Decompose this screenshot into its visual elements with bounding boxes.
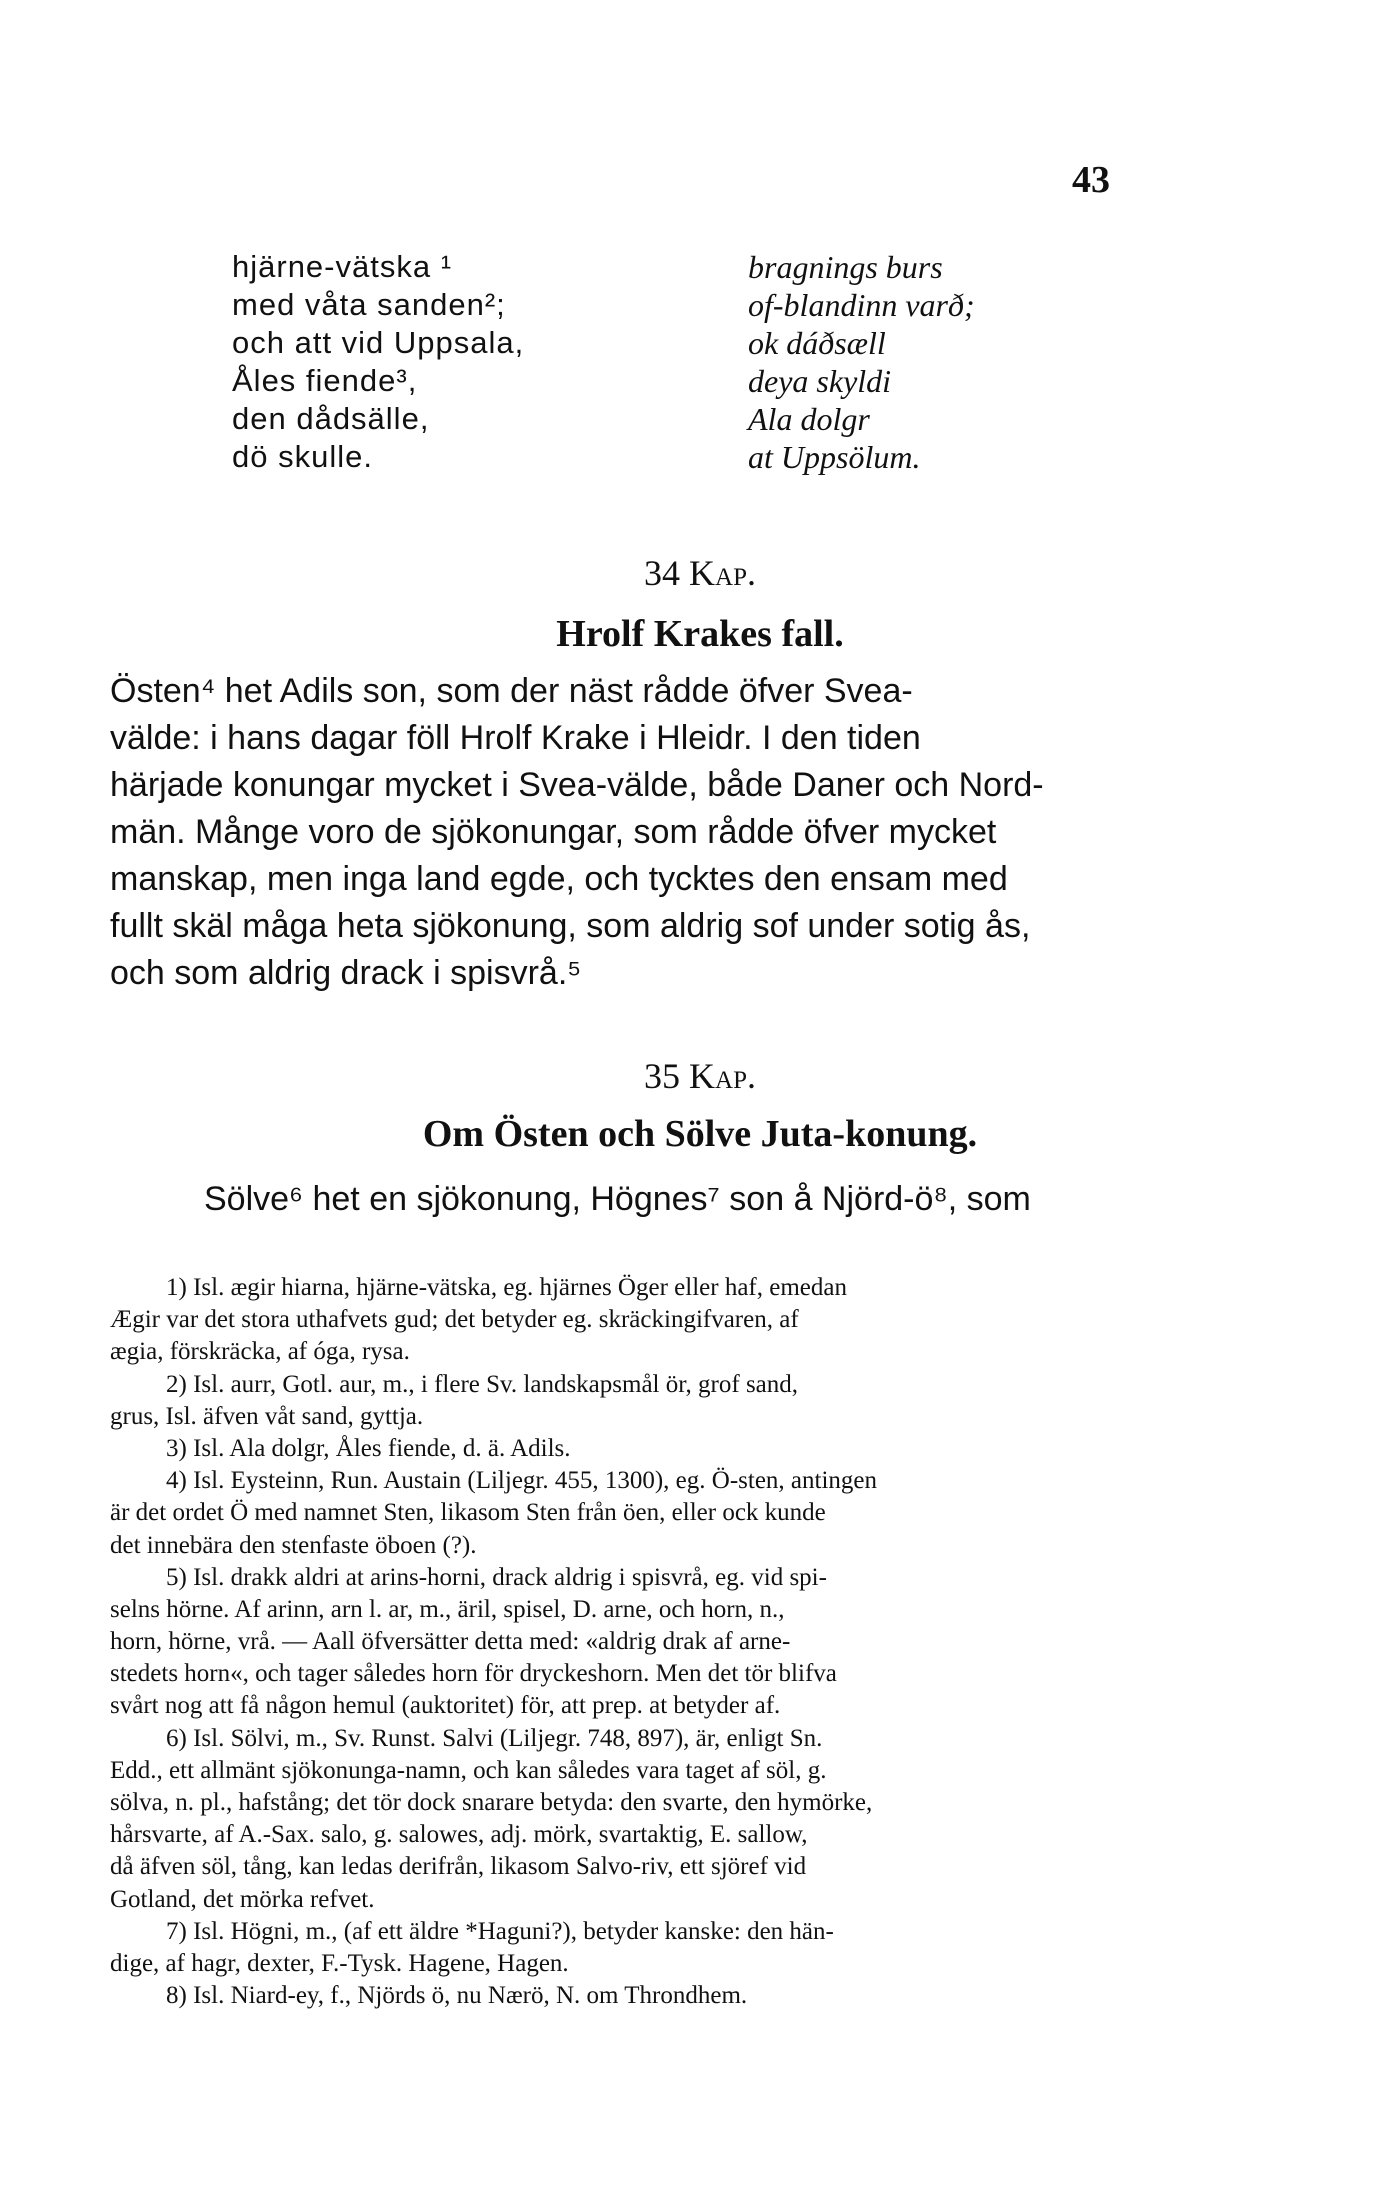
verse-line: ok dáðsæll xyxy=(748,325,886,361)
text-line: män. Månge voro de sjökonungar, som rådde öfver mycket xyxy=(110,813,997,851)
text-line: fullt skäl måga heta sjökonung, som aldrig sof under sotig ås, xyxy=(110,907,1031,945)
verse-line: of-blandinn varð; xyxy=(748,287,975,323)
footnote-line: Edd., ett allmänt sjökonunga-namn, och kan således vara taget af söl, g. xyxy=(110,1756,827,1784)
footnote-line: selns hörne. Af arinn, arn l. ar, m., äril, spisel, D. arne, och horn, n., xyxy=(110,1595,785,1623)
chapter-kap-label: Kap. xyxy=(689,1056,756,1096)
footnote-line: 5) Isl. drakk aldri at arins-horni, drack aldrig i spisvrå, eg. vid spi- xyxy=(166,1563,827,1591)
footnote-line: är det ordet Ö med namnet Sten, likasom Sten från öen, eller ock kunde xyxy=(110,1499,826,1527)
text-line: manskap, men inga land egde, och tycktes den ensam med xyxy=(110,860,1008,898)
verse-line: deya skyldi xyxy=(748,363,892,399)
verse-line: Ala dolgr xyxy=(748,401,870,437)
footnote-line: Gotland, det mörka refvet. xyxy=(110,1885,375,1913)
footnote-line: dige, af hagr, dexter, F.-Tysk. Hagene, Hagen. xyxy=(110,1949,569,1977)
verse-line: Åles fiende³, xyxy=(232,363,418,398)
footnote-line: horn, hörne, vrå. — Aall öfversätter detta med: «aldrig drak af arne- xyxy=(110,1628,791,1656)
footnote-line: 2) Isl. aurr, Gotl. aur, m., i flere Sv. landskapsmål ör, grof sand, xyxy=(166,1370,799,1398)
chapter-35-heading xyxy=(0,1055,1400,1097)
verse-line: och att vid Uppsala, xyxy=(232,325,525,360)
verse-line: hjärne-vätska ¹ xyxy=(232,249,453,284)
chapter-34-title: Hrolf Krakes fall. xyxy=(556,613,844,655)
footnote-line: 8) Isl. Niard-ey, f., Njörds ö, nu Nærö, N. om Throndhem. xyxy=(166,1982,748,2010)
text-line: och som aldrig drack i spisvrå.⁵ xyxy=(110,954,582,992)
page-number: 43 xyxy=(1072,159,1110,201)
verse-line: den dådsälle, xyxy=(232,401,430,436)
text-line: härjade konungar mycket i Svea-välde, både Daner och Nord- xyxy=(110,766,1044,804)
verse-swedish xyxy=(232,248,524,476)
chapter-34-text xyxy=(110,668,1176,997)
chapter-number: 34 xyxy=(644,553,681,593)
footnote-line: det innebära den stenfaste öboen (?). xyxy=(110,1531,477,1559)
footnote-line: då äfven söl, tång, kan ledas derifrån, likasom Salvo-riv, ett sjöref vid xyxy=(110,1853,807,1881)
footnotes xyxy=(110,1272,1176,2012)
verse-line: dö skulle. xyxy=(232,439,373,474)
footnote-line: 4) Isl. Eysteinn, Run. Austain (Liljegr. 455, 1300), eg. Ö-sten, antingen xyxy=(166,1467,878,1495)
footnote-line: Ægir var det stora uthafvets gud; det betyder eg. skräckingifvaren, af xyxy=(110,1306,799,1334)
verse-line: at Uppsölum. xyxy=(748,439,921,475)
text-line: Sölve⁶ het en sjökonung, Högnes⁷ son å Njörd-ö⁸, som xyxy=(204,1180,1031,1218)
footnote-line: ægia, förskräcka, af óga, rysa. xyxy=(110,1338,410,1366)
footnote-line: 6) Isl. Sölvi, m., Sv. Runst. Salvi (Liljegr. 748, 897), är, enligt Sn. xyxy=(166,1724,823,1752)
chapter-34-heading xyxy=(0,552,1400,594)
verse-line: bragnings burs xyxy=(748,249,943,285)
footnote-line: sölva, n. pl., hafstång; det tör dock snarare betyda: den svarte, den hymörke, xyxy=(110,1789,873,1816)
chapter-kap-label: Kap. xyxy=(689,553,756,593)
footnote-line: 7) Isl. Högni, m., (af ett äldre *Haguni?), betyder kanske: den hän- xyxy=(166,1917,834,1945)
footnote-line: grus, Isl. äfven våt sand, gyttja. xyxy=(110,1402,424,1430)
footnote-line: svårt nog att få någon hemul (auktoritet) för, att prep. at betyder af. xyxy=(110,1692,781,1720)
chapter-number: 35 xyxy=(644,1056,681,1096)
text-line: välde: i hans dagar föll Hrolf Krake i Hleidr. I den tiden xyxy=(110,719,921,757)
footnote-line: stedets horn«, och tager således horn för dryckeshorn. Men det tör blifva xyxy=(110,1660,837,1688)
footnote-line: hårsvarte, af A.-Sax. salo, g. salowes, adj. mörk, svartaktig, E. sallow, xyxy=(110,1821,808,1849)
verse-icelandic xyxy=(748,248,975,476)
verse-line: med våta sanden²; xyxy=(232,287,506,322)
text-line: Östen⁴ het Adils son, som der näst rådde öfver Svea- xyxy=(110,672,913,710)
footnote-line: 3) Isl. Ala dolgr, Åles fiende, d. ä. Adils. xyxy=(166,1434,571,1462)
chapter-35-text xyxy=(110,1176,1176,1223)
chapter-35-title: Om Östen och Sölve Juta-konung. xyxy=(422,1113,978,1155)
footnote-line: 1) Isl. ægir hiarna, hjärne-vätska, eg. hjärnes Öger eller haf, emedan xyxy=(166,1274,847,1301)
